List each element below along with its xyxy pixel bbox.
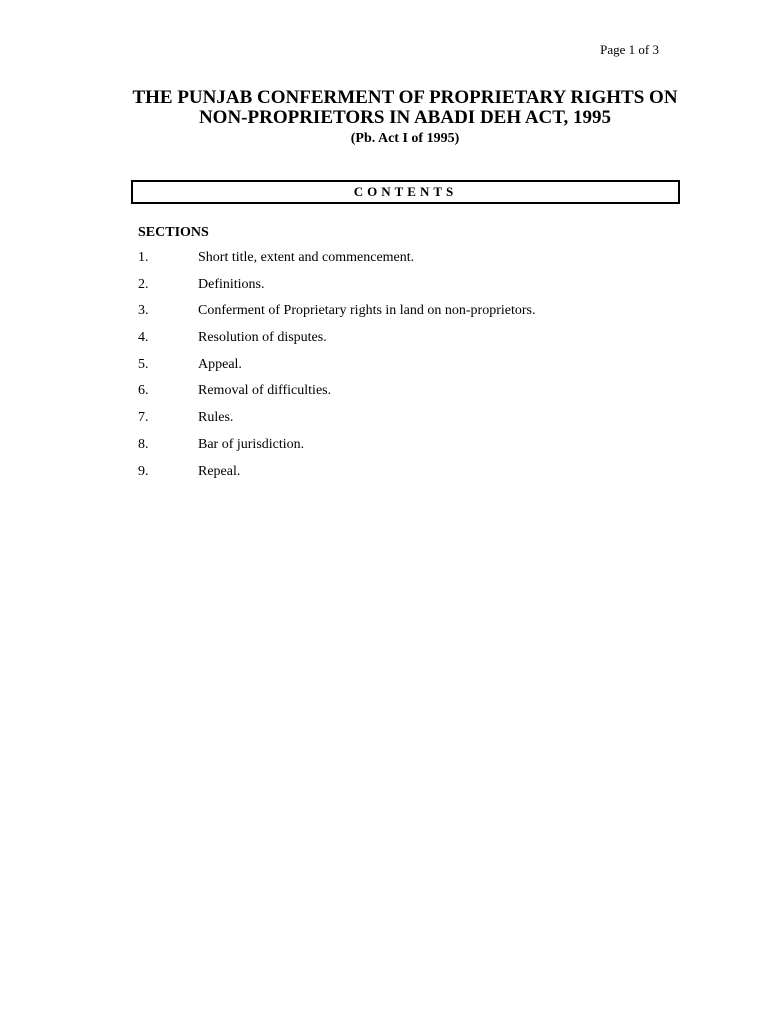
document-subtitle: (Pb. Act I of 1995) <box>350 131 460 146</box>
contents-header: CONTENTS <box>131 180 680 204</box>
section-item[interactable] <box>138 410 535 437</box>
section-number: 8. <box>138 436 149 452</box>
section-number: 2. <box>138 276 149 292</box>
section-title: Definitions. <box>198 276 265 292</box>
section-number: 1. <box>138 250 149 265</box>
title-line-2: NON-PROPRIETORS IN ABADI DEH ACT, 1995 <box>198 107 612 128</box>
section-item[interactable] <box>138 303 535 330</box>
section-item[interactable] <box>138 330 535 357</box>
section-title: Resolution of disputes. <box>198 330 327 346</box>
section-title: Conferment of Proprietary rights in land on non-proprietors. <box>198 303 536 319</box>
section-list <box>138 250 535 490</box>
sections-heading: SECTIONS <box>138 225 209 240</box>
section-number: 4. <box>138 330 149 346</box>
section-number: 6. <box>138 383 149 399</box>
section-item[interactable] <box>138 383 535 410</box>
section-number: 7. <box>138 410 149 426</box>
section-title: Repeal. <box>198 463 241 479</box>
document-title <box>0 88 768 128</box>
title-line-1: THE PUNJAB CONFERMENT OF PROPRIETARY RIGHTS ON <box>132 87 678 108</box>
section-item[interactable] <box>138 250 535 277</box>
section-item[interactable] <box>138 437 535 464</box>
page-number: Page 1 of 3 <box>600 42 659 57</box>
section-item[interactable] <box>138 464 535 491</box>
section-item[interactable] <box>138 357 535 384</box>
section-title: Rules. <box>198 410 234 426</box>
section-number: 5. <box>138 356 149 372</box>
section-title: Short title, extent and commencement. <box>198 250 415 265</box>
section-title: Removal of difficulties. <box>198 383 332 399</box>
section-number: 3. <box>138 303 149 319</box>
section-number: 9. <box>138 463 149 479</box>
section-title: Bar of jurisdiction. <box>198 436 305 452</box>
section-item[interactable] <box>138 277 535 304</box>
section-title: Appeal. <box>198 356 242 372</box>
